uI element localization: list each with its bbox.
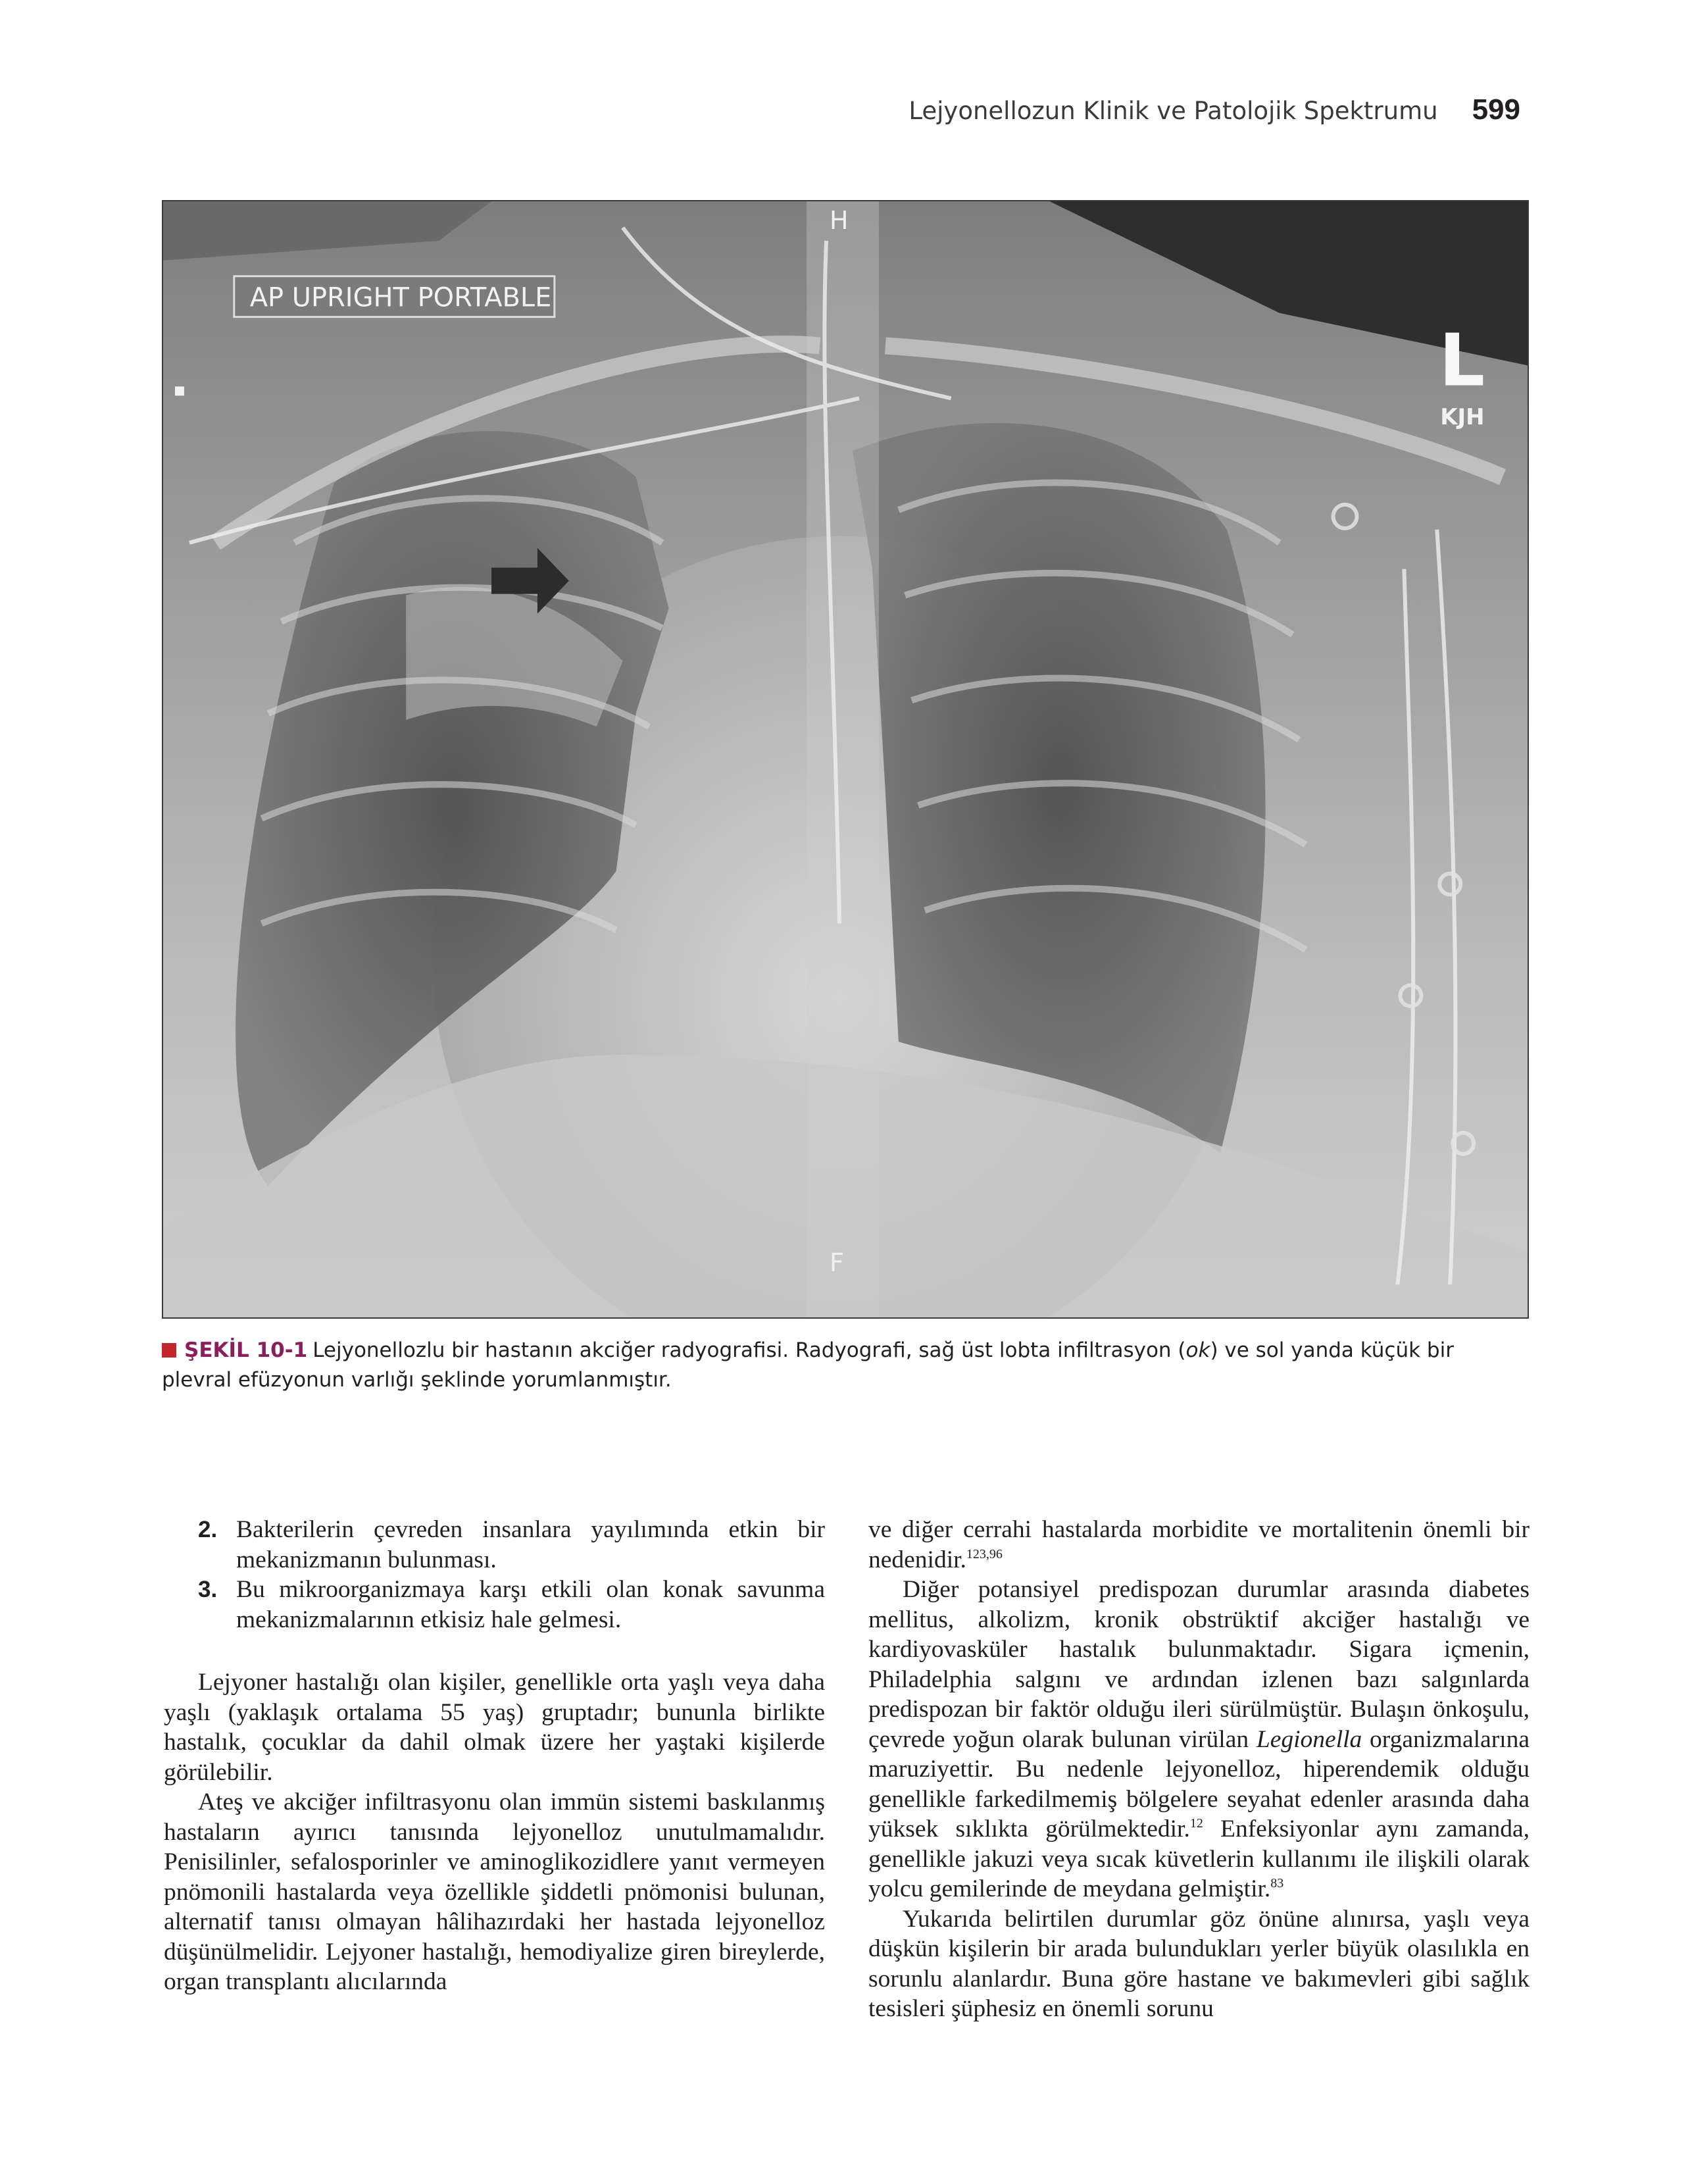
chest-radiograph-figure: [162, 200, 1529, 1319]
body-paragraph: Yukarıda belirtilen durumlar göz önüne alınırsa, yaşlı veya düşkün kişilerin bir arada bulundukları yerler büyük olasılıkla en sorunlu alanlardır. Buna göre hastane ve bakımevleri gibi sağlık tesisleri şüphesiz en önemli sorunu: [868, 1905, 1530, 2022]
reference-superscript: 83: [1270, 1876, 1284, 1891]
right-column: [868, 1515, 1530, 2024]
list-item: [198, 1515, 825, 1575]
paragraph-text: Enfeksiyonlar aynı zamanda, genellikle jakuzi veya sıcak küvetlerin kullanımı ile ilişkili olarak yolcu gemilerinde de meydana gelmiştir.: [868, 1816, 1530, 1902]
list-item-text: Bakterilerin çevreden insanlara yayılımında etkin bir mekanizmanın bulunması.: [236, 1516, 825, 1573]
left-lung-field: [853, 423, 1266, 1154]
caption-text-after: ) ve sol yanda küçük bir plevral efüzyonun varlığı şeklinde yorumlanmıştır.: [162, 1338, 1454, 1392]
caption-text-before: Lejyonellozlu bir hastanın akciğer radyografisi. Radyografi, sağ üst lobta infiltrasyon (: [312, 1338, 1186, 1362]
overlay-label-text: AP UPRIGHT PORTABLE: [249, 282, 552, 313]
caption-square-icon: [162, 1343, 176, 1358]
ap-upright-portable-label: [234, 276, 555, 317]
marker-top-h: H: [830, 205, 849, 235]
italic-term: Legionella: [1256, 1725, 1362, 1753]
marker-square: [175, 386, 184, 395]
body-paragraph: Lejyoner hastalığı olan kişiler, genellikle orta yaşlı veya daha yaşlı (yaklaşık ortalama 55 yaş) gruptadır; bununla birlikte hastalık, çocuklar da dahil olmak üzere her yaştaki kişilerde görülebilir.: [164, 1669, 825, 1786]
left-column: [164, 1515, 825, 1997]
marker-side-l: L: [1439, 318, 1485, 403]
paragraph-text: organizmalarına maruziyettir. Bu nedenle lejyonelloz, hiperendemik olduğu genellikle farkedilmemiş bölgelere seyahat edenler arasında daha yüksek sıklıkta görülmektedir.: [868, 1725, 1530, 1842]
body-paragraph: [868, 1575, 1530, 1904]
running-title: Lejyonellozun Klinik ve Patolojik Spektrumu: [909, 97, 1438, 125]
figure-caption: [162, 1336, 1529, 1395]
list-item-number: 2.: [198, 1517, 218, 1542]
list-item-text: Bu mikroorganizmaya karşı etkili olan konak savunma mekanizmalarının etkisiz hale gelmesi.: [236, 1576, 825, 1633]
body-paragraph: [868, 1515, 1530, 1575]
caption-text-italic: ok: [1185, 1338, 1210, 1362]
list-item-number: 3.: [198, 1577, 218, 1602]
reference-superscript: 12: [1189, 1816, 1203, 1831]
marker-initials: KJH: [1440, 404, 1485, 430]
page-number: 599: [1472, 93, 1520, 126]
chest-radiograph-image: [163, 201, 1528, 1317]
marker-bottom-f: F: [830, 1248, 844, 1278]
list-item: [198, 1575, 825, 1635]
reference-superscript: 123,96: [966, 1546, 1003, 1562]
paragraph-text: Diğer potansiyel predispozan durumlar arasında diabetes mellitus, alkolizm, kronik obstrüktif akciğer hastalığı ve kardiyovasküler hastalık bulunmaktadır. Sigara içmenin, Philadelphia salgını ve ardından izlenen bazı salgınlarda predispozan bir faktör olduğu ileri sürülmüştür. Bulaşın önkoşulu, çevrede yoğun olarak bulunan virülan: [868, 1576, 1530, 1753]
body-paragraph: Ateş ve akciğer infiltrasyonu olan immün sistemi baskılanmış hastaların ayırıcı tanısında lejyonelloz unutulmamalıdır. Penisilinler, sefalosporinler ve aminoglikozidlere yanıt vermeyen pnömonili hastalarda veya özellikle şiddetli pnömonisi bulunan, alternatif tanısı olmayan hâlihazırdaki her hastada lejyonelloz düşünülmelidir. Lejyoner hastalığı, hemodiyalize giren bireylerde, organ transplantı alıcılarında: [164, 1789, 825, 1995]
paragraph-text: ve diğer cerrahi hastalarda morbidite ve mortalitenin önemli bir nedenidir.: [868, 1516, 1530, 1573]
figure-label: ŞEKİL 10-1: [184, 1338, 308, 1362]
running-head: [909, 93, 1520, 126]
